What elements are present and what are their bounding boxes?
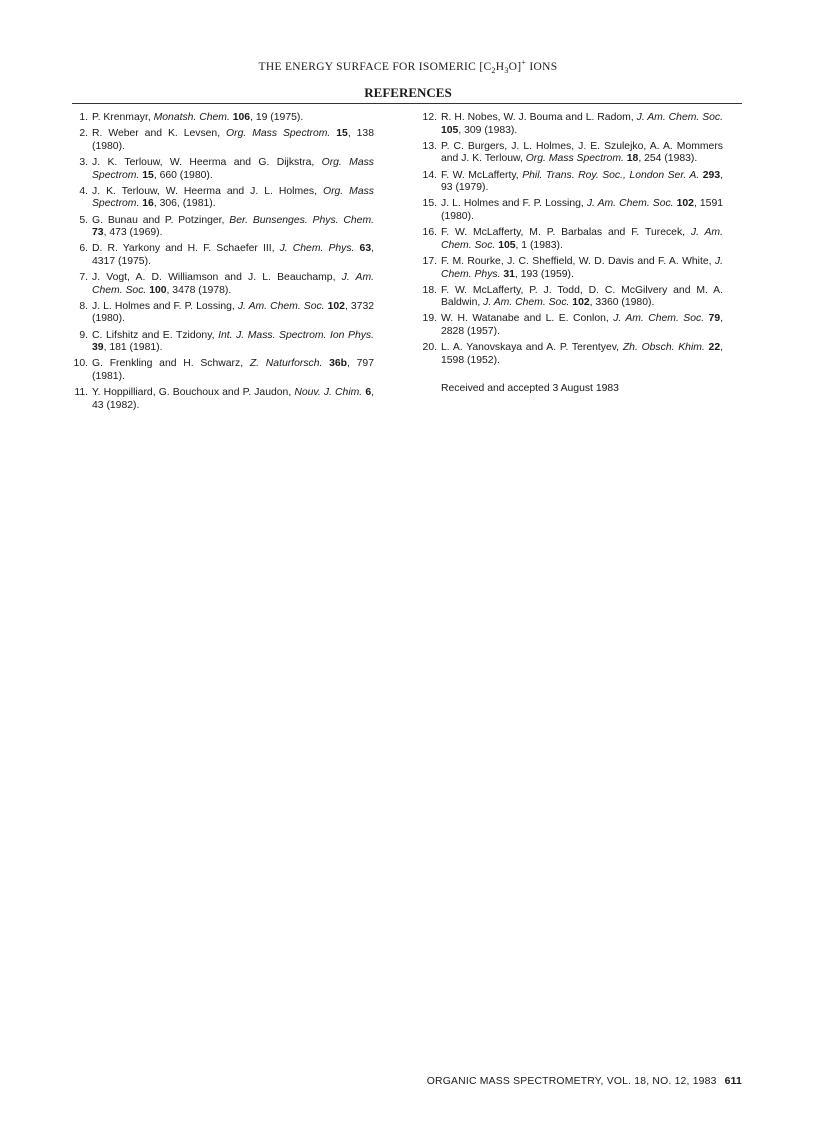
- journal-name: Z. Naturforsch.: [249, 358, 323, 370]
- reference-number: 3.: [79, 156, 88, 168]
- reference-segment: , 3478 (1978).: [166, 284, 232, 296]
- volume-number: 293: [702, 169, 721, 181]
- reference-number: 4.: [79, 185, 88, 197]
- references-right-column: [421, 112, 723, 396]
- reference-text: [441, 256, 723, 281]
- reference-item: [421, 170, 723, 195]
- volume-number: 39: [92, 342, 104, 354]
- superscript-charge: +: [521, 58, 527, 67]
- references-left-column: [72, 112, 374, 416]
- reference-number: 9.: [79, 329, 88, 341]
- running-head-o: O]: [508, 60, 522, 73]
- subscript-c: 2: [491, 66, 496, 76]
- reference-text: [441, 227, 723, 252]
- reference-segment: , 4317 (1975).: [92, 243, 374, 267]
- reference-text: [92, 387, 374, 412]
- reference-text: [441, 285, 723, 310]
- reference-text: [92, 112, 374, 125]
- volume-number: 73: [92, 227, 104, 239]
- reference-text: [92, 358, 374, 383]
- reference-item: [421, 227, 723, 252]
- volume-number: 79: [708, 313, 721, 325]
- volume-number: 102: [327, 300, 345, 312]
- reference-number: 1.: [79, 112, 88, 123]
- reference-segment: J. Vogt, A. D. Williamson and J. L. Beauchamp,: [92, 272, 342, 284]
- page-footer: [427, 1076, 742, 1087]
- reference-number: 18.: [422, 284, 437, 296]
- reference-text: [441, 170, 723, 195]
- reference-item: [421, 141, 723, 166]
- reference-item: [72, 215, 374, 240]
- volume-number: 15: [142, 169, 154, 181]
- running-head-text: THE ENERGY SURFACE FOR ISOMERIC [C: [258, 60, 492, 73]
- reference-item: [72, 112, 374, 125]
- reference-segment: F. W. McLafferty, M. P. Barbalas and F. Turecek,: [441, 227, 691, 239]
- journal-name: J. Chem. Phys.: [279, 243, 355, 255]
- journal-name: Ber. Bunsenges. Phys. Chem.: [229, 214, 374, 226]
- journal-name: Zh. Obsch. Khim.: [622, 342, 705, 354]
- reference-item: [72, 358, 374, 383]
- reference-item: [72, 387, 374, 412]
- reference-number: 11.: [74, 387, 88, 399]
- journal-name: J. Am. Chem. Soc.: [613, 313, 705, 325]
- reference-text: [92, 128, 374, 153]
- volume-number: 15: [336, 128, 348, 140]
- volume-number: 22: [708, 342, 721, 354]
- reference-segment: , 660 (1980).: [153, 169, 213, 181]
- reference-number: 16.: [422, 227, 437, 239]
- volume-number: 102: [572, 297, 590, 309]
- reference-segment: L. A. Yanovskaya and A. P. Terentyev,: [441, 342, 623, 354]
- reference-segment: , 306, (1981).: [153, 198, 216, 210]
- reference-text: [441, 313, 723, 338]
- reference-number: 15.: [422, 198, 437, 210]
- reference-number: 13.: [422, 140, 437, 152]
- journal-name: J. Am. Chem. Soc.: [237, 300, 325, 312]
- reference-item: [421, 112, 723, 137]
- reference-text: [441, 141, 723, 166]
- volume-number: 100: [149, 284, 167, 296]
- reference-segment: , 309 (1983).: [458, 124, 518, 136]
- journal-name: J. Am. Chem. Soc.: [441, 227, 723, 251]
- reference-segment: C. Lifshitz and E. Tzidony,: [92, 329, 219, 341]
- reference-segment: G. Frenkling and H. Schwarz,: [92, 358, 250, 370]
- reference-number: 2.: [79, 128, 88, 140]
- reference-text: [441, 342, 723, 367]
- reference-item: [72, 157, 374, 182]
- reference-segment: , 19 (1975).: [250, 112, 304, 123]
- volume-number: 16: [142, 198, 154, 210]
- reference-number: 7.: [79, 272, 88, 284]
- reference-segment: , 254 (1983).: [638, 153, 698, 165]
- reference-item: [72, 301, 374, 326]
- section-title: REFERENCES: [364, 85, 452, 100]
- journal-name: Int. J. Mass. Spectrom. Ion Phys.: [218, 329, 374, 341]
- reference-segment: , 93 (1979).: [441, 169, 723, 194]
- reference-segment: , 43 (1982).: [92, 387, 375, 411]
- volume-number: 36b: [329, 358, 348, 370]
- page-number: 611: [724, 1076, 742, 1087]
- reference-item: [72, 128, 374, 153]
- journal-name: Org. Mass Spectrom.: [92, 185, 375, 210]
- journal-name: J. Am. Chem. Soc.: [483, 297, 570, 309]
- reference-item: [421, 342, 723, 367]
- journal-name: Monatsh. Chem.: [153, 112, 230, 123]
- reference-segment: F. W. McLafferty,: [441, 169, 523, 181]
- reference-segment: G. Bunau and P. Potzinger,: [92, 214, 230, 226]
- reference-text: [92, 272, 374, 297]
- journal-name: J. Chem. Phys.: [441, 255, 723, 280]
- reference-segment: R. H. Nobes, W. J. Bouma and L. Radom,: [441, 112, 637, 123]
- journal-name: Org. Mass Spectrom.: [226, 128, 331, 140]
- reference-segment: , 2828 (1957).: [441, 313, 723, 338]
- journal-name: Nouv. J. Chim.: [294, 387, 363, 399]
- reference-text: [92, 186, 374, 211]
- reference-segment: J. K. Terlouw, W. Heerma and G. Dijkstra,: [92, 156, 322, 168]
- volume-number: 18: [626, 153, 639, 165]
- reference-text: [441, 112, 723, 137]
- running-head-h: H: [495, 60, 505, 73]
- journal-name: Phil. Trans. Roy. Soc., London Ser. A.: [522, 169, 700, 181]
- journal-name: J. Am. Chem. Soc.: [636, 112, 723, 123]
- reference-item: [421, 285, 723, 310]
- reference-item: [72, 330, 374, 355]
- reference-item: [72, 272, 374, 297]
- reference-segment: P. Krenmayr,: [92, 112, 154, 123]
- volume-number: 31: [503, 268, 515, 280]
- reference-segment: , 1598 (1952).: [441, 342, 723, 366]
- reference-number: 10.: [73, 358, 88, 370]
- reference-number: 12.: [422, 112, 437, 123]
- reference-segment: , 797 (1981).: [92, 358, 374, 383]
- reference-item: [421, 256, 723, 281]
- reference-number: 19.: [422, 313, 437, 325]
- reference-number: 5.: [79, 214, 88, 226]
- journal-name: Org. Mass Spectrom.: [525, 153, 624, 165]
- reference-segment: J. L. Holmes and F. P. Lossing,: [441, 198, 587, 210]
- reference-text: [92, 215, 374, 240]
- reference-number: 14.: [422, 169, 437, 181]
- references-right-list: [421, 112, 723, 367]
- reference-segment: R. Weber and K. Levsen,: [92, 128, 227, 140]
- reference-number: 17.: [422, 255, 437, 267]
- title-rule: [72, 103, 742, 104]
- reference-number: 8.: [79, 300, 88, 312]
- volume-number: 106: [232, 112, 251, 123]
- reference-segment: W. H. Watanabe and L. E. Conlon,: [441, 313, 614, 325]
- reference-number: 6.: [79, 243, 88, 255]
- volume-number: 63: [359, 243, 372, 255]
- reference-segment: , 193 (1959).: [514, 268, 574, 280]
- journal-name: J. Am. Chem. Soc.: [586, 198, 674, 210]
- volume-number: 102: [676, 198, 694, 210]
- reference-segment: , 138 (1980).: [92, 128, 374, 152]
- reference-segment: , 473 (1969).: [103, 227, 163, 239]
- reference-item: [421, 198, 723, 223]
- reference-segment: , 1 (1983).: [515, 239, 563, 251]
- reference-text: [92, 243, 374, 268]
- reference-text: [92, 330, 374, 355]
- reference-number: 20.: [422, 342, 437, 354]
- reference-segment: J. L. Holmes and F. P. Lossing,: [92, 300, 238, 312]
- reference-segment: J. K. Terlouw, W. Heerma and J. L. Holmes,: [92, 185, 323, 197]
- reference-segment: , 181 (1981).: [103, 342, 163, 354]
- reference-item: [72, 186, 374, 211]
- volume-number: 105: [441, 124, 459, 136]
- volume-number: 105: [498, 239, 516, 251]
- reference-text: [92, 301, 374, 326]
- running-head-ions: IONS: [526, 60, 558, 73]
- journal-name: J. Am. Chem. Soc.: [92, 272, 374, 296]
- journal-info: ORGANIC MASS SPECTROMETRY, VOL. 18, NO. 12, 1983: [426, 1076, 717, 1087]
- journal-name: Org. Mass Spectrom.: [92, 156, 375, 181]
- reference-item: [421, 313, 723, 338]
- reference-text: [441, 198, 723, 223]
- reference-text: [92, 157, 374, 182]
- received-note: Received and accepted 3 August 1983: [441, 383, 619, 395]
- reference-segment: Y. Hoppilliard, G. Bouchoux and P. Jaudon,: [92, 387, 295, 399]
- reference-segment: P. C. Burgers, J. L. Holmes, J. E. Szulejko, A. A. Mommers and J. K. Terlouw,: [441, 140, 723, 165]
- reference-segment: D. R. Yarkony and H. F. Schaefer III,: [92, 243, 280, 255]
- subscript-h: 3: [504, 66, 509, 76]
- running-head: [0, 58, 816, 75]
- reference-segment: , 3360 (1980).: [589, 297, 655, 309]
- reference-item: [72, 243, 374, 268]
- reference-segment: , 1591 (1980).: [441, 198, 723, 222]
- reference-segment: F. M. Rourke, J. C. Sheffield, W. D. Davis and F. A. White,: [441, 255, 715, 267]
- reference-segment: F. W. McLafferty, P. J. Todd, D. C. McGilvery and M. A. Baldwin,: [441, 284, 723, 309]
- volume-number: 6: [365, 387, 372, 399]
- reference-segment: , 3732 (1980).: [92, 300, 374, 325]
